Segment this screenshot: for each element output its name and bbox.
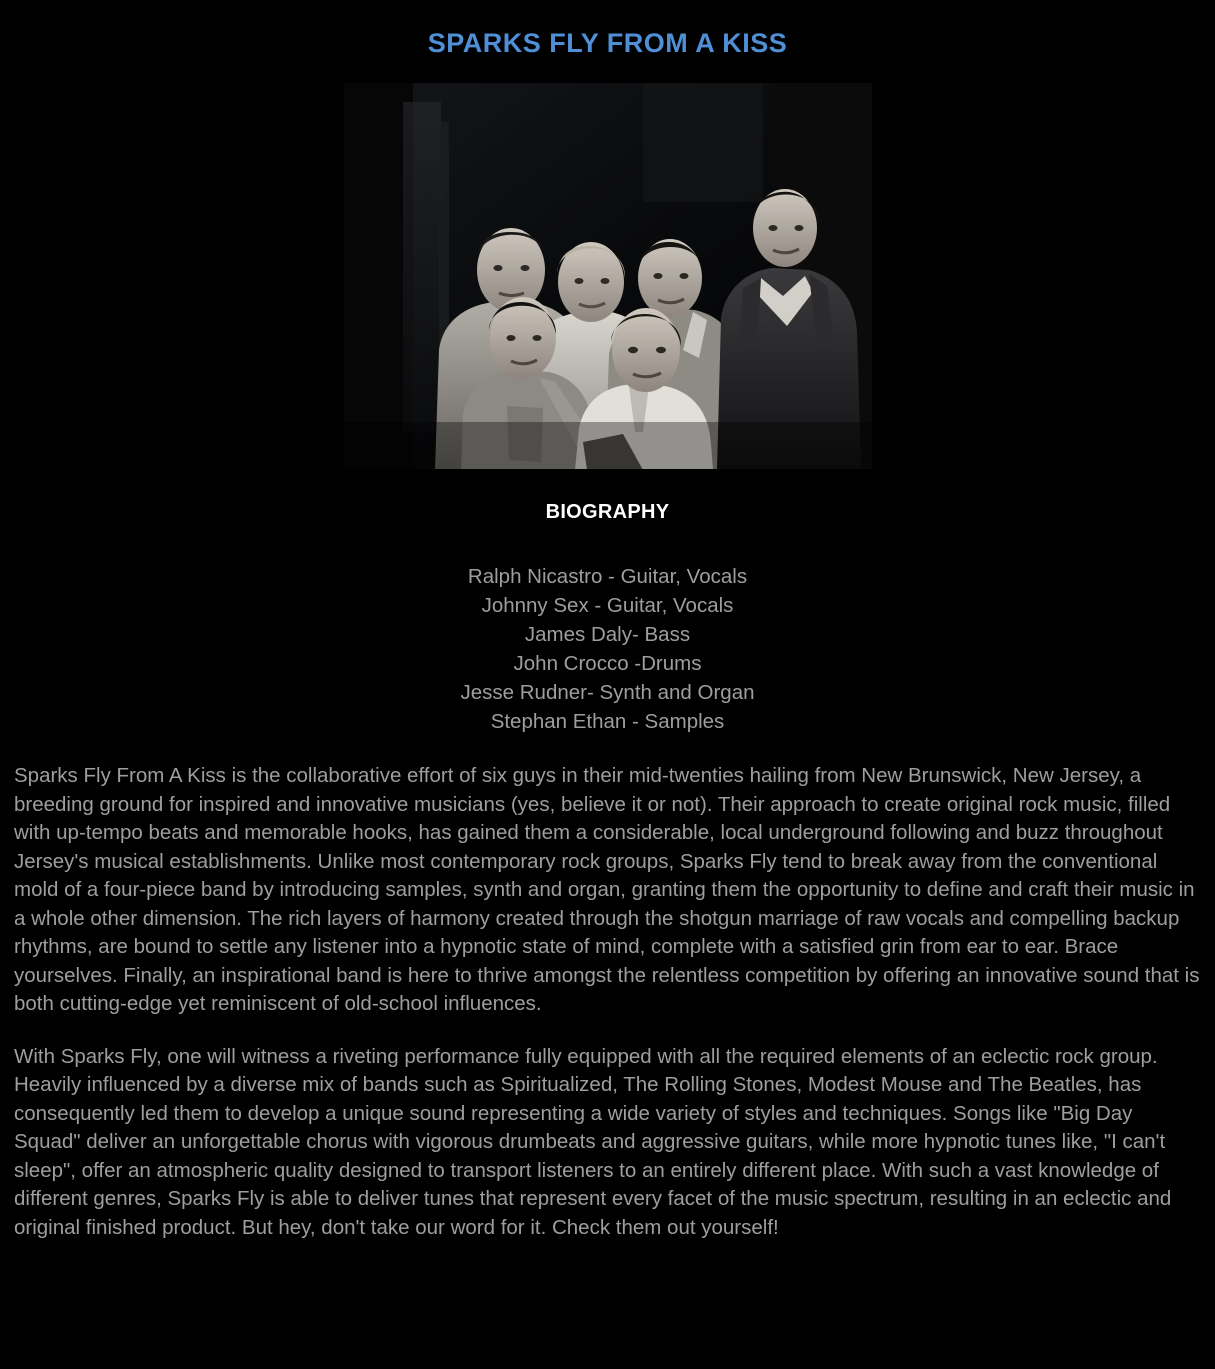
member-item: John Crocco -Drums [513, 652, 702, 675]
band-photo [343, 82, 873, 470]
section-heading-biography: BIOGRAPHY [545, 501, 670, 523]
page-title: SPARKS FLY FROM A KISS [427, 28, 788, 58]
band-members-list [0, 562, 1215, 736]
band-photo-illustration [343, 82, 873, 470]
band-photo-container [0, 82, 1215, 475]
biography-paragraph-1: Sparks Fly From A Kiss is the collaborative effort of six guys in their mid-twenties hailing from New Brunswick, New Jersey, a breeding ground for inspired and innovative musicians (yes, believe it or not). Their approach to create original rock music, filled with up-tempo beats and memorable hooks, has gained them a considerable, local underground following and buzz throughout Jersey's musical establishments. Unlike most contemporary rock groups, Sparks Fly tend to break away from the conventional mold of a four-piece band by introducing samples, synth and organ, granting them the opportunity to define and craft their music in a whole other dimension. The rich layers of harmony created through the shotgun marriage of raw vocals and compelling backup rhythms, are bound to settle any listener into a hypnotic state of mind, complete with a satisfied grin from ear to ear. Brace yourselves. Finally, an inspirational band is here to thrive amongst the relentless competition by offering an innovative sound that is both cutting-edge yet reminiscent of old-school influences. [14, 764, 1200, 1015]
member-item: Jesse Rudner- Synth and Organ [460, 681, 755, 704]
member-item: Johnny Sex - Guitar, Vocals [481, 594, 734, 617]
member-item: James Daly- Bass [524, 623, 691, 646]
biography-paragraph-2: With Sparks Fly, one will witness a riveting performance fully equipped with all the required elements of an eclectic rock group. Heavily influenced by a diverse mix of bands such as Spiritualized, The Rolling Stones, Modest Mouse and The Beatles, has consequently led them to develop a unique sound representing a wide variety of styles and techniques. Songs like "Big Day Squad" deliver an unforgettable chorus with vigorous drumbeats and aggressive guitars, while more hypnotic tunes like, "I can't sleep", offer an atmospheric quality designed to transport listeners to an entirely different place. With such a vast knowledge of different genres, Sparks Fly is able to deliver tunes that represent every facet of the music spectrum, resulting in an eclectic and original finished product. But hey, don't take our word for it. Check them out yourself! [14, 1044, 1172, 1239]
biography-text [0, 762, 1215, 1242]
member-item: Ralph Nicastro - Guitar, Vocals [467, 565, 748, 588]
member-item: Stephan Ethan - Samples [490, 710, 725, 733]
